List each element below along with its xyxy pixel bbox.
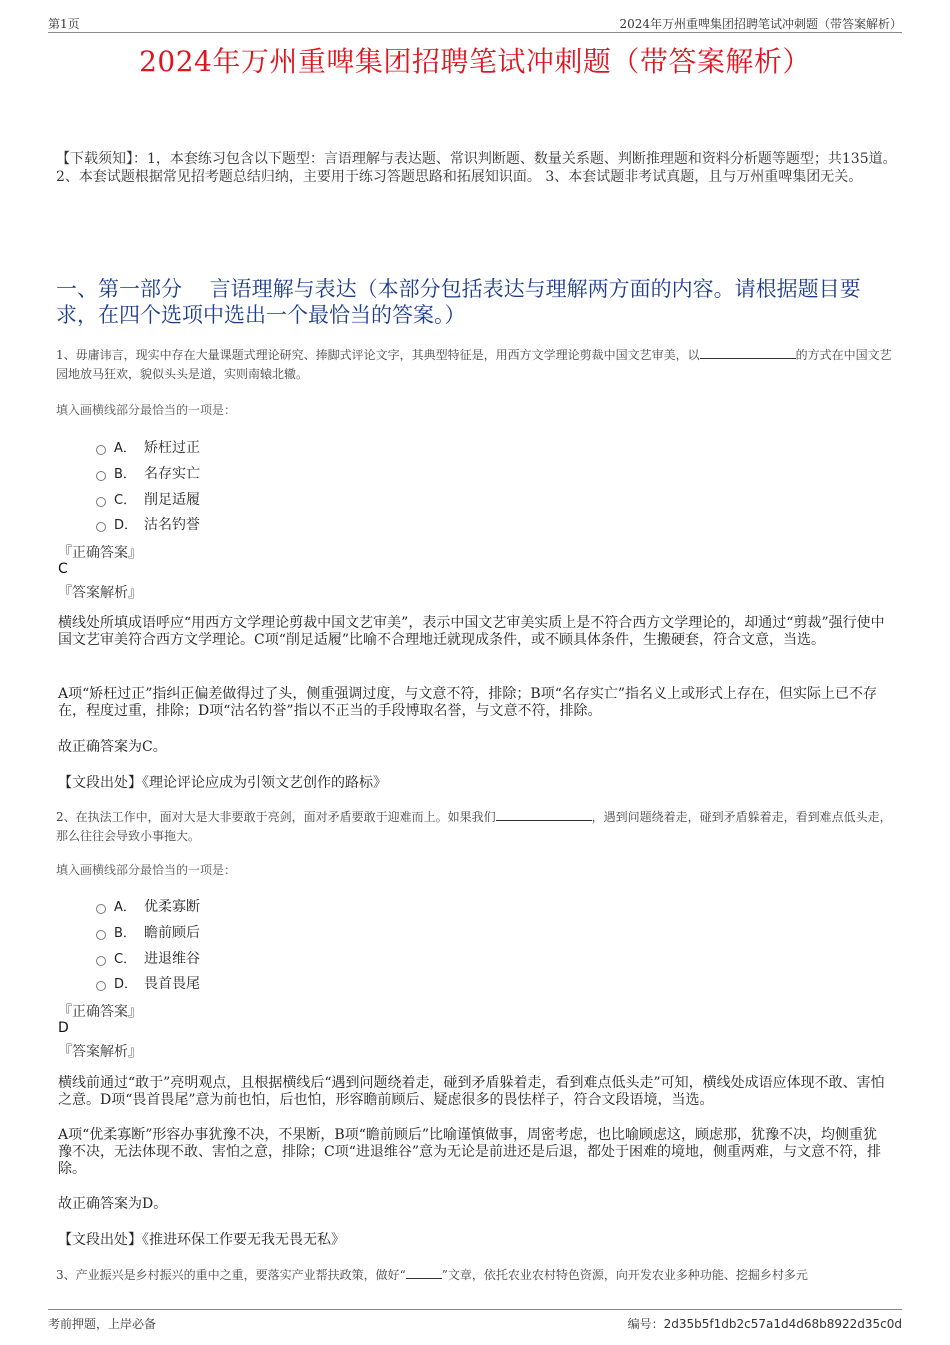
question-2-option-d[interactable]	[96, 973, 200, 993]
page-header	[48, 14, 902, 33]
option-text: 进退维谷	[144, 951, 200, 967]
question-1-text-after: 的方式在中国文艺园地放马狂欢，貌似头头是道，实则南辕北辙。	[56, 348, 892, 381]
radio-button-icon[interactable]	[96, 497, 106, 507]
option-text: 瞻前顾后	[144, 925, 200, 941]
question-2-conclusion: 故正确答案为D。	[58, 1196, 168, 1212]
option-letter: C．	[114, 952, 137, 967]
code-value: 2d35b5f1db2c57a1d4d68b8922d35c0d	[663, 1317, 902, 1331]
question-2-text-before: 2、在执法工作中，面对大是大非要敢于亮剑，面对矛盾要敢于迎难而上。如果我们	[56, 810, 496, 824]
radio-button-icon[interactable]	[96, 930, 106, 940]
option-letter: D．	[114, 518, 138, 533]
question-1-source: 【文段出处】《理论评论应成为引领文艺创作的路标》	[58, 775, 387, 791]
question-1-stem	[56, 346, 896, 384]
option-text: 优柔寡断	[144, 899, 200, 915]
option-letter: B．	[114, 926, 136, 941]
question-2-analysis-paragraph: 横线前通过“敢于”亮明观点，且根据横线后“遇到问题绕着走，碰到矛盾躲着走，看到难点低头走”可知，横线处成语应体现不敢、害怕之意。D项“畏首畏尾”意为前也怕，后也怕，形容瞻前顾后、疑虑很多的畏怯样子，符合文段语境，当选。	[58, 1075, 885, 1108]
question-2-source: 【文段出处】《推进环保工作要无我无畏无私》	[58, 1232, 345, 1248]
question-3-text-before: 3、产业振兴是乡村振兴的重中之重，要落实产业帮扶政策，做好“	[56, 1268, 406, 1282]
option-letter: B．	[114, 467, 136, 482]
page-footer	[48, 1309, 902, 1330]
question-1-conclusion: 故正确答案为C。	[58, 739, 167, 755]
radio-button-icon[interactable]	[96, 522, 106, 532]
question-1-option-a[interactable]	[96, 437, 200, 457]
code-label: 编号：	[627, 1317, 664, 1331]
option-letter: A．	[114, 900, 136, 915]
document-title: 2024年万州重啤集团招聘笔试冲刺题（带答案解析）	[139, 45, 811, 78]
question-3-blank	[406, 1266, 442, 1279]
question-2-analysis-label: 『答案解析』	[58, 1044, 142, 1060]
option-text: 沽名钓誉	[144, 517, 200, 533]
question-1-answer-label: 『正确答案』	[58, 545, 142, 561]
question-1-analysis-paragraph: 横线处所填成语呼应“用西方文学理论剪裁中国文艺审美”，表示中国文艺审美实质上是不符合西方文学理论的，却通过“剪裁”强行使中国文艺审美符合西方文学理论。C项“削足适履”比喻不合理地迁就现成条件，或不顾具体条件，生搬硬套，符合文意，当选。	[58, 615, 885, 648]
option-text: 削足适履	[144, 492, 200, 508]
question-1-text-before: 1、毋庸讳言，现实中存在大量课题式理论研究、捧脚式评论文字，其典型特征是，用西方文学理论剪裁中国文艺审美，以	[56, 348, 700, 362]
question-2-option-b[interactable]	[96, 922, 200, 942]
question-1-analysis-label: 『答案解析』	[58, 585, 142, 601]
option-text: 名存实亡	[144, 466, 200, 482]
radio-button-icon[interactable]	[96, 904, 106, 914]
document-code	[628, 1315, 902, 1332]
question-1-option-b[interactable]	[96, 463, 200, 483]
page-number: 第1页	[48, 17, 80, 31]
question-1-option-c[interactable]	[96, 489, 200, 509]
question-2-fill-prompt: 填入画横线部分最恰当的一项是：	[56, 863, 237, 877]
question-2-stem	[56, 808, 896, 846]
section-heading: 一、第一部分 言语理解与表达（本部分包括表达与理解两方面的内容。请根据题目要求，在四个选项中选出一个最恰当的答案。）	[56, 277, 861, 327]
question-2-answer-label: 『正确答案』	[58, 1004, 142, 1020]
header-doc-title: 2024年万州重啤集团招聘笔试冲刺题（带答案解析）	[619, 17, 902, 31]
radio-button-icon[interactable]	[96, 981, 106, 991]
radio-button-icon[interactable]	[96, 956, 106, 966]
option-text: 矫枉过正	[144, 440, 200, 456]
option-letter: D．	[114, 977, 138, 992]
question-2-option-a[interactable]	[96, 896, 200, 916]
download-notice: 【下载须知】：1，本套练习包含以下题型：言语理解与表达题、常识判断题、数量关系题、判断推理题和资料分析题等题型；共135道。 2、本套试题根据常见招考题总结归纳，主要用于练习答题思路和拓展知识面。 3、本套试题非考试真题，且与万州重啤集团无关。	[56, 151, 897, 185]
question-2-option-c[interactable]	[96, 948, 200, 968]
option-letter: A．	[114, 441, 136, 456]
question-1-answer: C	[58, 561, 68, 577]
option-letter: C．	[114, 493, 137, 508]
radio-button-icon[interactable]	[96, 445, 106, 455]
question-3-text-after: ”文章，依托农业农村特色资源，向开发农业多种功能、挖掘乡村多元	[441, 1268, 808, 1282]
question-2-blank	[496, 808, 592, 821]
question-2-text-after: ，遇到问题绕着走，碰到矛盾躲着走，看到难点低头走，那么往往会导致小事拖大。	[56, 810, 892, 843]
footer-slogan: 考前押题，上岸必备	[48, 1317, 157, 1331]
question-2-analysis-paragraph: A项“优柔寡断”形容办事犹豫不决，不果断，B项“瞻前顾后”比喻谨慎做事，周密考虑，也比喻顾虑这，顾虑那，犹豫不决，均侧重犹豫不决，无法体现不敢、害怕之意，排除；C项“进退维谷”意为无论是前进还是后退，都处于困难的境地，侧重两难，与文意不符，排除。	[58, 1127, 882, 1177]
question-1-fill-prompt: 填入画横线部分最恰当的一项是：	[56, 403, 237, 417]
option-text: 畏首畏尾	[144, 976, 200, 992]
question-3-stem	[56, 1266, 896, 1285]
question-2-answer: D	[58, 1020, 69, 1036]
question-1-analysis-paragraph: A项“矫枉过正”指纠正偏差做得过了头，侧重强调过度，与文意不符，排除；B项“名存实亡”指名义上或形式上存在，但实际上已不存在，程度过重，排除；D项“沽名钓誉”指以不正当的手段博取名誉，与文意不符，排除。	[58, 686, 878, 719]
question-1-option-d[interactable]	[96, 514, 200, 534]
question-1-blank	[700, 346, 796, 359]
radio-button-icon[interactable]	[96, 471, 106, 481]
